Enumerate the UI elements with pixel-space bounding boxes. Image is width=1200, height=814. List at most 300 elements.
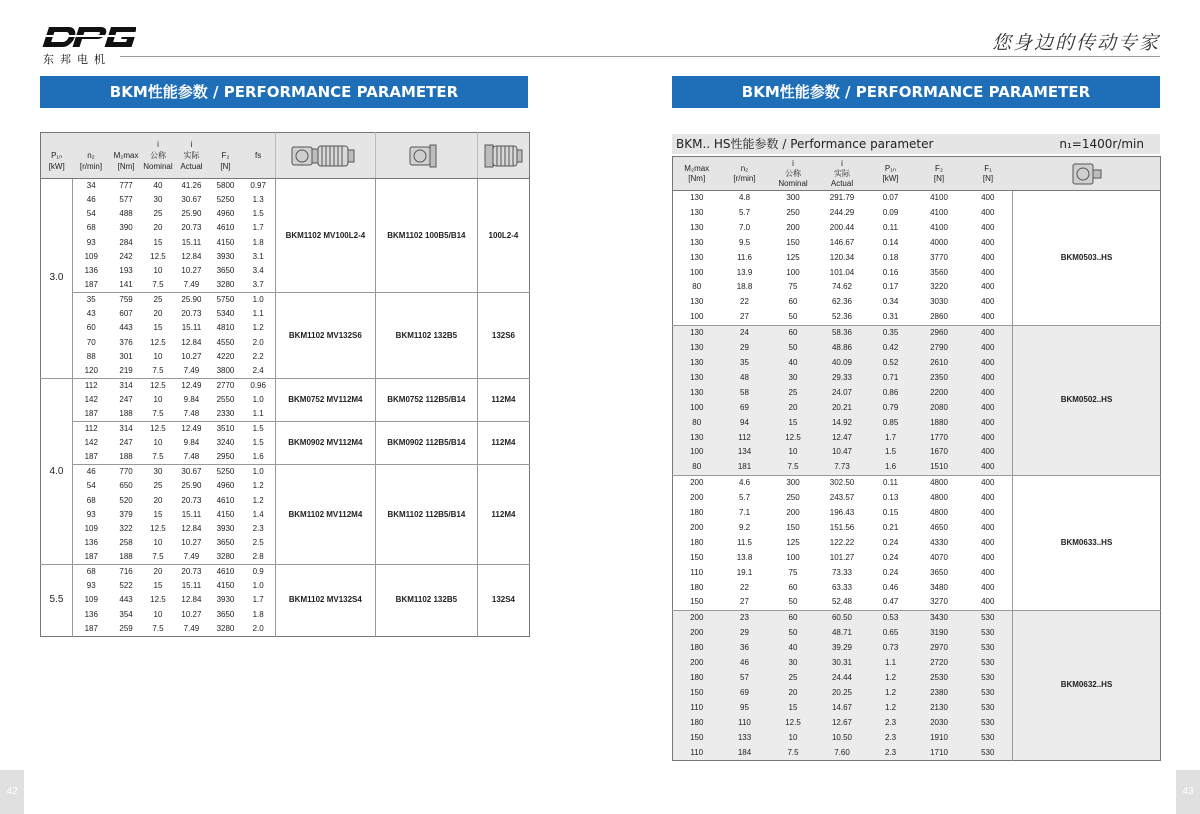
table-cell: 130 [690,207,704,217]
dpg-logo-icon [40,24,136,50]
table-cell: 2.3 [252,523,264,533]
table-cell: 530 [964,701,1013,716]
table-cell: 60 [86,323,96,333]
model-cell-reducer: BKM0752 112B5/B14 [375,378,477,421]
table-cell: 1.8 [252,237,264,247]
model-cell-reducer: BKM0902 112B5/B14 [375,422,477,465]
table-cell: 39.29 [818,641,867,656]
table-cell: 400 [981,567,995,577]
table-cell: 200.44 [829,222,855,232]
table-cell: 0.24 [882,552,899,562]
table-cell: 184 [721,746,769,761]
table-row [41,293,530,308]
table-cell: 530 [964,611,1013,626]
table-cell: 9.84 [183,394,200,404]
table-cell: 219 [119,365,133,375]
table-cell: 443 [119,323,133,333]
table-cell: 4810 [216,323,235,333]
table-cell: 12.5 [143,378,174,393]
table-cell: 5.7 [738,493,751,503]
table-cell: 14.67 [818,701,867,716]
power-cell: 3.0 [41,179,73,379]
header-ratio-nominal: i 公称 Nominal [769,157,818,191]
table-cell: 88 [86,351,96,361]
table-cell: 187 [84,409,98,419]
table-cell: 0.21 [882,522,899,532]
table-cell: 200 [673,656,721,671]
table-cell: 3560 [930,267,948,277]
table-cell: 0.11 [867,476,915,491]
table-cell: 4150 [216,509,235,519]
table-cell: 0.35 [867,326,915,341]
table-cell: 3030 [930,297,948,307]
motor-icon [477,133,529,179]
table-cell: 770 [110,465,143,480]
table-cell: 0.14 [882,237,899,247]
table-cell: 1.5 [252,209,264,219]
table-cell: 30.67 [173,465,209,480]
table-cell: 5800 [210,179,242,194]
table-cell: 1.7 [252,223,264,233]
table-cell: 4.6 [721,476,769,491]
table-cell: 530 [964,731,1013,746]
table-cell: 20 [153,223,163,233]
table-cell: 10 [769,731,818,746]
table-cell: 259 [119,623,133,633]
table-cell: 30.31 [818,656,867,671]
table-cell: 20 [769,401,818,416]
table-cell: 110 [673,746,721,761]
table-cell: 12.49 [173,378,209,393]
table-cell: 109 [84,251,98,261]
table-cell: 2610 [915,356,964,371]
table-cell: 7.48 [183,452,200,462]
table-cell: 187 [84,280,98,290]
table-cell: 10 [153,351,163,361]
table-cell: 247 [119,438,133,448]
table-cell: 9.2 [738,522,751,532]
table-cell: 200 [673,476,721,491]
table-cell: 48 [721,371,769,386]
table-cell: 2330 [216,409,235,419]
hs-title-text: BKM.. HS性能参数 / Performance parameter [676,137,934,151]
model-cell-reducer: BKM1102 112B5/B14 [375,465,477,565]
model-cell-motor: 100L2-4 [477,179,529,293]
table-cell: 777 [110,179,143,194]
header-power: P₁ₙ [kW] [867,157,915,191]
table-cell: 3650 [216,266,235,276]
table-cell: 15 [153,509,163,519]
table-cell: 57 [721,671,769,686]
table-cell: 488 [119,209,133,219]
table-cell: 284 [119,237,133,247]
table-cell: 390 [119,223,133,233]
table-cell: 3480 [930,582,948,592]
table-cell: 120.34 [829,252,855,262]
model-cell-reducer: BKM1102 132B5 [375,565,477,637]
table-cell: 60 [788,582,798,592]
header-torque: M₂max [Nm] [673,157,721,191]
table-cell: 4150 [216,581,235,591]
table-cell: 2.5 [252,538,264,548]
table-cell: 1.1 [252,309,264,319]
table-cell: 62.36 [831,297,853,307]
table-cell: 30.67 [181,195,202,205]
table-cell: 200 [690,493,704,503]
table-cell: 0.86 [867,386,915,401]
table-cell: 4610 [216,495,235,505]
brand-cn-name: 东邦电机 [43,53,111,66]
table-cell: 125 [786,537,800,547]
table-cell: 530 [964,686,1013,701]
table-cell: 10 [153,609,163,619]
table-cell: 1.6 [252,452,264,462]
table-cell: 2.3 [867,716,915,731]
model-cell-motor: 132S6 [477,293,529,379]
table-cell: 136 [84,538,98,548]
table-cell: 11.5 [737,537,752,547]
table-cell: 1.1 [867,656,915,671]
table-cell: 7.60 [818,746,867,761]
model-cell-gearmotor: BKM1102 MV112M4 [275,465,375,565]
table-cell: 12.49 [173,422,209,437]
header-ratio-actual: i 实际 Actual [173,133,209,179]
table-cell: 58.36 [818,326,867,341]
table-cell: 10.27 [181,538,202,548]
table-cell: 400 [964,341,1013,356]
table-cell: 200 [690,522,704,532]
table-cell: 243.57 [829,493,855,503]
power-cell: 5.5 [41,565,73,637]
table-cell: 400 [981,252,995,262]
table-cell: 200 [786,508,800,518]
table-cell: 200 [673,626,721,641]
table-cell: 180 [673,671,721,686]
table-cell: 4800 [930,508,948,518]
table-cell: 69 [721,686,769,701]
table-cell: 3930 [216,523,235,533]
table-cell: 9.5 [738,237,751,247]
table-cell: 20.73 [173,565,209,580]
table-cell: 134 [721,445,769,460]
table-cell: 101.04 [829,267,855,277]
table-row [41,422,530,437]
table-cell: 7.49 [183,623,200,633]
table-cell: 1.2 [867,671,915,686]
table-cell: 46 [86,195,96,205]
table-cell: 136 [84,609,98,619]
table-cell: 400 [964,326,1013,341]
table-cell: 1.0 [252,394,264,404]
table-cell: 2.0 [252,337,264,347]
table-cell: 4650 [930,522,948,532]
table-cell: 2970 [915,641,964,656]
table-cell: 94 [721,416,769,431]
table-cell: 63.33 [831,582,853,592]
table-cell: 150 [786,522,800,532]
table-cell: 100 [690,267,704,277]
table-cell: 0.17 [882,282,899,292]
table-cell: 30 [143,465,174,480]
table-cell: 2530 [915,671,964,686]
table-cell: 29 [721,341,769,356]
table-cell: 258 [119,538,133,548]
table-cell: 1.7 [867,431,915,446]
table-cell: 4150 [216,237,235,247]
table-cell: 109 [84,595,98,605]
table-cell: 14.92 [818,416,867,431]
table-cell: 7.49 [183,280,200,290]
table-cell: 25 [769,671,818,686]
table-cell: 130 [673,341,721,356]
header-force: F₂ [N] [210,133,242,179]
table-cell: 759 [110,293,143,308]
table-cell: 400 [981,597,995,607]
table-cell: 181 [721,460,769,475]
table-cell: 0.71 [867,371,915,386]
table-cell: 3280 [216,280,235,290]
table-cell: 193 [119,266,133,276]
table-cell: 100 [673,445,721,460]
table-cell: 400 [964,431,1013,446]
model-cell-gearmotor: BKM1102 MV100L2-4 [275,179,375,293]
table-cell: 1910 [915,731,964,746]
table-cell: 400 [981,552,995,562]
table-cell: 30 [153,195,163,205]
table-row [41,179,530,194]
table-cell: 607 [119,309,133,319]
header-force-output: F₂ [N] [915,157,964,191]
table-cell: 40 [769,356,818,371]
table-cell: 520 [119,495,133,505]
table-cell: 25 [153,481,163,491]
table-cell: 142 [84,438,98,448]
table-cell: 0.24 [882,537,899,547]
table-row [41,378,530,393]
table-cell: 2350 [915,371,964,386]
table-cell: 68 [86,223,96,233]
table-row [41,565,530,580]
table-cell: 522 [119,581,133,591]
table-cell: 43 [86,309,96,319]
table-cell: 4100 [915,191,964,206]
table-cell: 400 [981,537,995,547]
table-cell: 130 [673,326,721,341]
table-cell: 291.79 [818,191,867,206]
table-cell: 2380 [915,686,964,701]
table-cell: 150 [673,686,721,701]
table-cell: 12.84 [181,595,202,605]
table-cell: 12.67 [818,716,867,731]
table-cell: 18.8 [736,282,753,292]
table-cell: 40.09 [818,356,867,371]
table-cell: 200 [673,611,721,626]
table-cell: 12.5 [769,431,818,446]
table-cell: 2550 [216,394,235,404]
table-cell: 4800 [915,476,964,491]
header-divider [120,56,1160,57]
table-cell: 400 [981,522,995,532]
table-cell: 35 [72,293,109,308]
table-cell: 68 [72,565,109,580]
table-cell: 247 [119,394,133,404]
table-cell: 4330 [930,537,948,547]
table-cell: 20.73 [181,495,202,505]
table-cell: 110 [690,567,704,577]
table-cell: 80 [673,460,721,475]
table-cell: 180 [690,537,704,547]
table-cell: 70 [86,337,96,347]
table-row [673,611,1161,626]
table-cell: 3.7 [252,280,264,290]
table-cell: 400 [964,460,1013,475]
model-cell-reducer: BKM1102 100B5/B14 [375,179,477,293]
table-cell: 10 [153,438,163,448]
table-cell: 3510 [210,422,242,437]
table-cell: 40 [143,179,174,194]
table-row [673,326,1161,341]
table-cell: 530 [964,746,1013,761]
table-cell: 130 [673,371,721,386]
table-cell: 15 [153,237,163,247]
table-cell: 2200 [915,386,964,401]
table-cell: 74.62 [831,282,853,292]
table-cell: 3.1 [252,251,264,261]
table-cell: 187 [84,552,98,562]
table-cell: 101.27 [829,552,855,562]
table-cell: 150 [673,731,721,746]
table-cell: 150 [786,237,800,247]
table-cell: 5250 [216,195,235,205]
table-cell: 0.42 [867,341,915,356]
table-cell: 7.73 [818,460,867,475]
table-cell: 5340 [216,309,235,319]
table-cell: 188 [119,552,133,562]
table-cell: 530 [964,626,1013,641]
table-cell: 9.84 [183,438,200,448]
gearbox-shaft-icon [1013,157,1161,191]
table-cell: 150 [690,552,704,562]
table-cell: 242 [119,251,133,261]
table-cell: 0.34 [882,297,899,307]
table-cell: 400 [981,282,995,292]
table-cell: 69 [721,401,769,416]
table-cell: 3650 [930,567,948,577]
table-cell: 12.84 [181,337,202,347]
table-cell: 12.5 [769,716,818,731]
table-cell: 13.9 [736,267,753,277]
table-cell: 7.5 [769,460,818,475]
table-cell: 110 [673,701,721,716]
table-cell: 141 [119,280,133,290]
table-cell: 150 [690,597,704,607]
table-cell: 3270 [930,597,948,607]
table-cell: 0.47 [882,597,899,607]
table-cell: 5250 [210,465,242,480]
table-cell: 20 [143,565,174,580]
table-cell: 443 [119,595,133,605]
table-cell: 1710 [915,746,964,761]
table-cell: 1510 [915,460,964,475]
table-cell: 0.52 [867,356,915,371]
table-cell: 112 [721,431,769,446]
table-cell: 301 [119,351,133,361]
table-header-row [41,133,530,179]
table-cell: 0.13 [882,493,899,503]
table-cell: 52.48 [831,597,853,607]
table-cell: 1.2 [867,701,915,716]
table-cell: 4610 [210,565,242,580]
table-cell: 400 [981,297,995,307]
right-section-banner: BKM性能参数 / PERFORMANCE PARAMETER [672,76,1160,108]
table-cell: 46 [72,465,109,480]
bkm-performance-table [40,132,530,637]
table-cell: 10.27 [181,609,202,619]
table-cell: 250 [786,493,800,503]
table-cell: 0.11 [883,222,898,232]
table-row [673,476,1161,491]
table-cell: 130 [673,431,721,446]
table-cell: 180 [673,641,721,656]
table-cell: 4960 [216,481,235,491]
header-torque: M₂max [Nm] [110,133,143,179]
table-cell: 577 [119,195,133,205]
table-cell: 24.07 [818,386,867,401]
table-cell: 15.11 [181,509,202,519]
table-cell: 27 [740,597,749,607]
model-cell: BKM0633..HS [1013,476,1161,611]
table-cell: 188 [119,452,133,462]
table-cell: 12.5 [150,337,166,347]
table-cell: 3650 [216,538,235,548]
table-cell: 4100 [930,222,948,232]
table-cell: 4800 [930,493,948,503]
table-cell: 7.49 [183,365,200,375]
table-cell: 93 [86,237,96,247]
table-cell: 12.5 [150,251,166,261]
table-cell: 0.96 [241,378,275,393]
table-cell: 1.7 [252,595,264,605]
table-cell: 7.5 [152,280,164,290]
table-cell: 400 [964,371,1013,386]
table-cell: 530 [964,641,1013,656]
table-cell: 0.53 [867,611,915,626]
table-cell: 125 [786,252,800,262]
table-cell: 187 [84,452,98,462]
gearbox-motor-icon [275,133,375,179]
table-cell: 1.2 [252,481,264,491]
table-cell: 48.86 [818,341,867,356]
table-cell: 15 [153,323,163,333]
table-cell: 1880 [915,416,964,431]
model-cell-motor: 132S4 [477,565,529,637]
table-cell: 314 [110,422,143,437]
header-speed: n₂ [r/min] [72,133,109,179]
table-cell: 34 [72,179,109,194]
table-cell: 2030 [915,716,964,731]
table-cell: 3770 [930,252,948,262]
table-cell: 142 [84,394,98,404]
table-cell: 7.48 [183,409,200,419]
table-cell: 4000 [930,237,948,247]
model-cell: BKM0503..HS [1013,191,1161,326]
table-cell: 20 [153,309,163,319]
table-cell: 7.1 [738,508,751,518]
table-cell: 41.26 [173,179,209,194]
table-cell: 1.1 [252,409,264,419]
table-cell: 400 [981,207,995,217]
table-cell: 400 [964,416,1013,431]
